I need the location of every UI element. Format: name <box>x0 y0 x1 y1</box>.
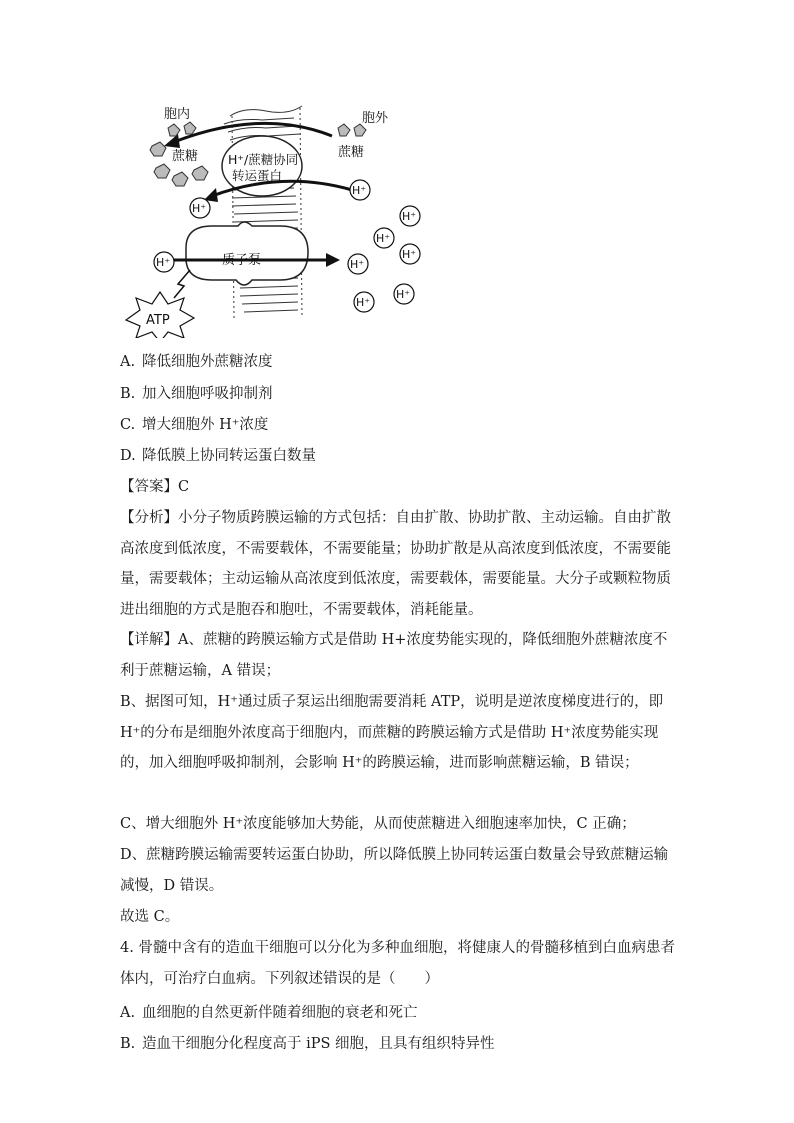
q3-analysis: 【分析】小分子物质跨膜运输的方式包括：自由扩散、协助扩散、主动运输。自由扩散高浓度到低浓度，不需要载体，不需要能量；协助扩散是从高浓度到低浓度，不需要能量，需要载体；主动运输从高浓度到低浓度，需要载体，需要能量。大分子或颗粒物质进出细胞的方式是胞吞和胞吐，不需要载体，消耗能量。 <box>120 510 671 618</box>
q3-option-a: A. 降低细胞外蔗糖浓度 <box>120 354 273 370</box>
svg-text:H⁺: H⁺ <box>402 248 417 261</box>
atp-burst <box>126 270 194 338</box>
cotransporter-label-2: 转运蛋白 <box>232 168 283 183</box>
q3-detail-b: B、据图可知，H⁺通过质子泵运出细胞需要消耗 ATP，说明是逆浓度梯度进行的，即 H⁺的分布是细胞外浓度高于细胞内，而蔗糖的跨膜运输方式是借助 H⁺浓度势能实现的，加入细胞呼吸抑制剂，会影响 H⁺的跨膜运输，进而影响蔗糖运输，B 错误； <box>120 694 664 771</box>
q3-conclusion: 故选 C。 <box>120 909 180 925</box>
label-sucrose-outside: 蔗糖 <box>338 145 365 160</box>
label-inside-cell: 胞内 <box>164 107 191 122</box>
q3-detail-d: D、蔗糖跨膜运输需要转运蛋白协助，所以降低膜上协同转运蛋白数量会导致蔗糖运输减慢，D 错误。 <box>120 847 669 894</box>
atp-label: ATP <box>146 313 170 328</box>
membrane-transport-diagram <box>112 98 442 338</box>
svg-text:H⁺: H⁺ <box>356 296 371 309</box>
q3-option-d: D. 降低膜上协同转运蛋白数量 <box>120 448 316 464</box>
q3-option-b: B. 加入细胞呼吸抑制剂 <box>120 386 273 402</box>
q3-detail-c: C、增大细胞外 H⁺浓度能够加大势能，从而使蔗糖进入细胞速率加快，C 正确； <box>120 816 636 832</box>
energy-bolt <box>174 270 190 298</box>
q3-answer: 【答案】C <box>120 479 190 495</box>
svg-text:H⁺: H⁺ <box>352 184 367 197</box>
label-sucrose-inside: 蔗糖 <box>172 149 199 164</box>
svg-text:H⁺: H⁺ <box>192 202 207 215</box>
q3-detail-a: 【详解】A、蔗糖的跨膜运输方式是借助 H+浓度势能实现的，降低细胞外蔗糖浓度不利于蔗糖运输，A 错误； <box>120 632 668 679</box>
cotransporter-label-1: H⁺/蔗糖协同 <box>228 152 299 167</box>
label-outside-cell: 胞外 <box>362 111 389 126</box>
proton-pump-label: 质子泵 <box>222 253 262 268</box>
q4-stem: 4. 骨髓中含有的造血干细胞可以分化为多种血细胞，将健康人的骨髓移植到白血病患者体内，可治疗白血病。下列叙述错误的是（ ） <box>120 940 675 987</box>
q3-option-c: C. 增大细胞外 H⁺浓度 <box>120 417 269 433</box>
proton-pump <box>186 222 308 285</box>
svg-text:H⁺: H⁺ <box>350 258 365 271</box>
proton-pump-arrowhead <box>326 253 340 267</box>
svg-text:H⁺: H⁺ <box>376 232 391 245</box>
membrane-transport-figure <box>112 98 442 338</box>
svg-text:H⁺: H⁺ <box>402 210 417 223</box>
q4-option-a: A. 血细胞的自然更新伴随着细胞的衰老和死亡 <box>120 1005 418 1021</box>
cotransporter-protein <box>222 136 302 196</box>
svg-text:H⁺: H⁺ <box>396 288 411 301</box>
q4-option-b: B. 造血干细胞分化程度高于 iPS 细胞，且具有组织特异性 <box>120 1036 495 1052</box>
svg-text:H⁺: H⁺ <box>156 256 171 269</box>
